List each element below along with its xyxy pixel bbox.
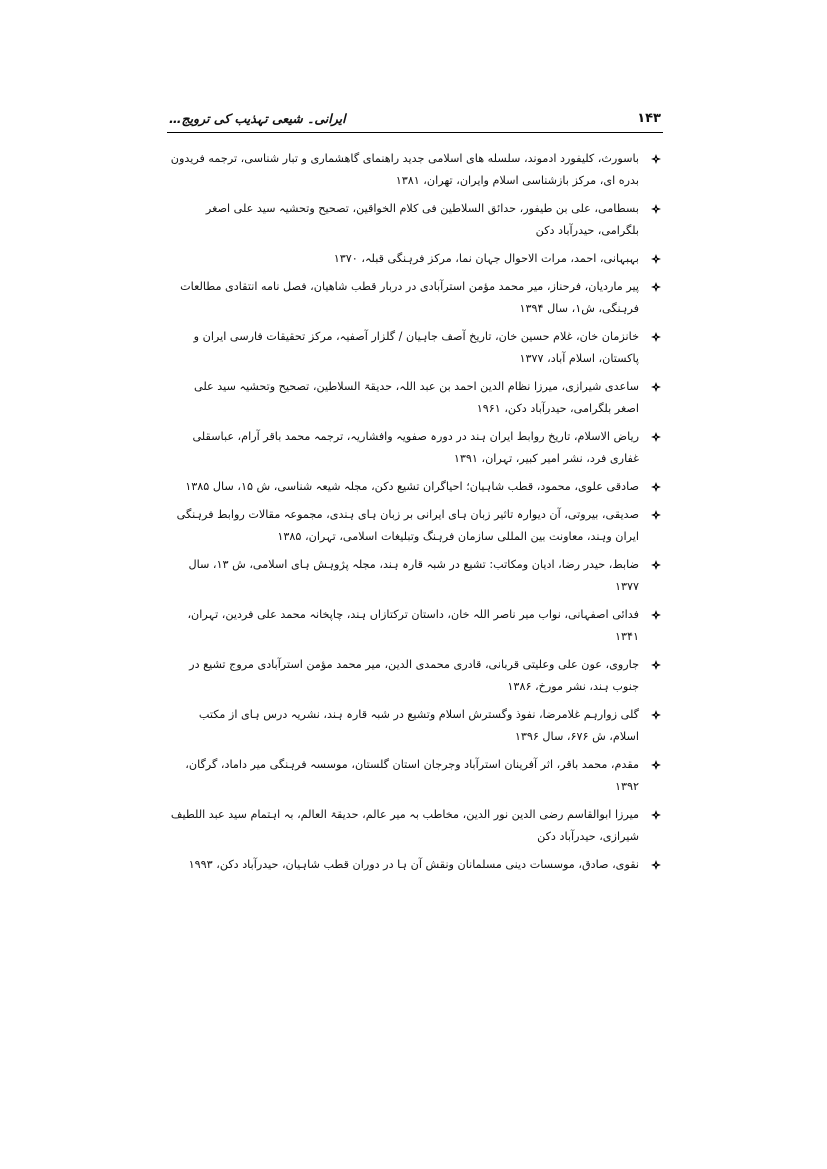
bibliography-entry-text: مقدم، محمد باقر، اثر آفرینان استرآباد وجرجان استان گلستان، موسسہ فرہنگی میر داماد، گرگان، ۱۳۹۲ [185, 758, 639, 793]
bibliography-entry [167, 426, 663, 470]
four-diamond-ornament-icon [651, 510, 661, 520]
four-diamond-ornament-icon [651, 560, 661, 570]
bibliography-entry [167, 654, 663, 698]
bibliography-entry-text: فدائی اصفہانی، نواب میر ناصر اللہ خان، داستان ترکتازاں ہند، چاپخانہ محمد علی فردین، تہران، ۱۳۴۱ [187, 608, 639, 643]
four-diamond-ornament-icon [651, 482, 661, 492]
four-diamond-ornament-icon [651, 660, 661, 670]
four-diamond-ornament-icon [651, 610, 661, 620]
bibliography-entry [167, 504, 663, 548]
four-diamond-ornament-icon [651, 710, 661, 720]
bibliography-entry-text: باسورث، کلیفورد ادموند، سلسله های اسلامی جدید راهنمای گاهشماری و تبار شناسی، ترجمه فریدون بدره ای، مرکز بازشناسی اسلام وایران، تهران، ۱۳۸۱ [170, 152, 639, 187]
four-diamond-ornament-icon [651, 760, 661, 770]
four-diamond-ornament-icon [651, 204, 661, 214]
bibliography-entry-text: صدیقی، بیروتی، آن دیوارہ تاثیر زبان ہای ایرانی بر زبان ہای ہندی، مجموعہ مقالات روابط فرہنگی ایران وہند، معاونت بین المللی سازمان فرہنگ وتبلیغات اسلامی، تہران، ۱۳۸۵ [176, 508, 639, 543]
bibliography-entry [167, 376, 663, 420]
four-diamond-ornament-icon [651, 382, 661, 392]
bibliography-entry [167, 554, 663, 598]
four-diamond-ornament-icon [651, 810, 661, 820]
bibliography-entry [167, 276, 663, 320]
bibliography-list [167, 148, 663, 882]
bibliography-entry [167, 754, 663, 798]
running-title: ایرانی۔ شیعی تہذیب کی ترویج… [169, 111, 346, 126]
bibliography-entry [167, 854, 663, 876]
bibliography-entry-text: خانزمان خان، غلام حسین خان، تاریخ آصف جاہیان / گلزار آصفیہ، مرکز تحقیقات فارسی ایران و پاکستان، اسلام آباد، ۱۳۷۷ [193, 330, 639, 365]
page-header [167, 108, 663, 133]
four-diamond-ornament-icon [651, 432, 661, 442]
bibliography-entry-text: ریاض الاسلام، تاریخ روابط ایران ہند در دورہ صفویہ وافشاریہ، ترجمہ محمد باقر آرام، عباسقلی غفاری فرد، نشر امیر کبیر، تہران، ۱۳۹۱ [192, 430, 639, 465]
bibliography-entry [167, 804, 663, 848]
bibliography-entry [167, 148, 663, 192]
bibliography-entry [167, 198, 663, 242]
four-diamond-ornament-icon [651, 154, 661, 164]
bibliography-entry-text: صادقی علوی، محمود، قطب شاہیان؛ احیاگران تشیع دکن، مجلہ شیعہ شناسی، ش ۱۵، سال ۱۳۸۵ [185, 480, 639, 493]
bibliography-entry [167, 604, 663, 648]
page-number: ۱۴۳ [637, 111, 661, 126]
bibliography-entry-text: جاروی، عون علی وعلیتی قربانی، قادری محمدی الدین، میر محمد مؤمن استرآبادی مروج تشیع در جنوب ہند، نشر مورخ، ۱۳۸۶ [189, 658, 639, 693]
bibliography-entry [167, 248, 663, 270]
bibliography-entry [167, 476, 663, 498]
four-diamond-ornament-icon [651, 254, 661, 264]
bibliography-entry-text: نقوی، صادق، موسسات دینی مسلمانان ونقش آن ہا در دوران قطب شاہیان، حیدرآباد دکن، ۱۹۹۳ [188, 858, 639, 871]
four-diamond-ornament-icon [651, 332, 661, 342]
bibliography-entry [167, 326, 663, 370]
bibliography-entry [167, 704, 663, 748]
bibliography-entry-text: پیر ماردیان، فرحناز، میر محمد مؤمن استرآبادی در دربار قطب شاهیان، فصل نامه انتقادی مطالعات فرہنگی، ش۱، سال ۱۳۹۴ [180, 280, 639, 315]
bibliography-entry-text: گلی زوارہم غلامرضا، نفوذ وگسترش اسلام وتشیع در شبہ قارہ ہند، نشریہ درس ہای از مکتب اسلام، ش ۶۷۶، سال ۱۳۹۶ [198, 708, 639, 743]
four-diamond-ornament-icon [651, 860, 661, 870]
bibliography-entry-text: ساعدی شیرازی، میرزا نظام الدین احمد بن عبد اللہ، حدیقۃ السلاطین، تصحیح وتحشیہ سید علی اصغر بلگرامی، حیدرآباد دکن، ۱۹۶۱ [194, 380, 639, 415]
bibliography-entry-text: بسطامی، علی بن طیفور، حدائق السلاطین فی کلام الخواقین، تصحیح وتحشیہ سید علی اصغر بلگرامی، حیدرآباد دکن [205, 202, 639, 237]
bibliography-entry-text: میرزا ابوالقاسم رضی الدین نور الدین، مخاطب بہ میر عالم، حدیقۃ العالم، بہ اہتمام سید عبد اللطیف شیرازی، حیدرآباد دکن [170, 808, 639, 843]
bibliography-entry-text: بہبہانی، احمد، مرات الاحوال جہان نما، مرکز فرہنگی قبلہ، ۱۳۷۰ [333, 252, 639, 265]
four-diamond-ornament-icon [651, 282, 661, 292]
bibliography-entry-text: ضابط، حیدر رضا، ادیان ومکاتب: تشیع در شبہ قارہ ہند، مجلہ پژوہش ہای اسلامی، ش ۱۳، سال ۱۳۷۷ [188, 558, 639, 593]
